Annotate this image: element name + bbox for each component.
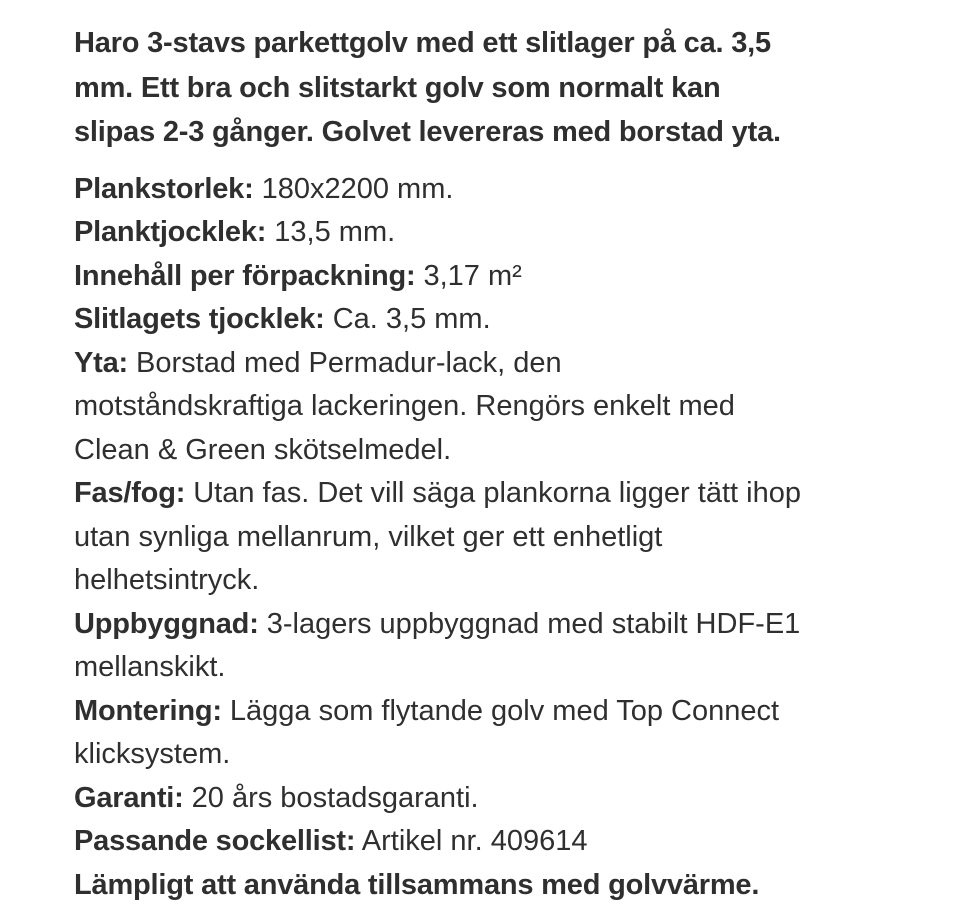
spec-text: klicksystem. xyxy=(74,738,231,770)
spec-label: Innehåll per förpackning: xyxy=(74,259,416,292)
spec-text: 3-lagers uppbyggnad med stabilt HDF-E1 xyxy=(258,607,801,640)
spec-line xyxy=(74,429,920,473)
spec-label: Planktjocklek: xyxy=(74,216,267,248)
spec-text: 20 års bostadsgaranti. xyxy=(183,781,479,814)
product-specs-paragraph xyxy=(74,168,920,908)
intro-line: Haro 3-stavs parkettgolv med ett slitlager på ca. 3,5 xyxy=(74,27,771,59)
spec-line xyxy=(74,603,920,647)
spec-line xyxy=(74,211,920,255)
spec-label: Uppbyggnad: xyxy=(74,607,259,640)
spec-line xyxy=(74,516,920,560)
spec-line xyxy=(74,646,920,690)
intro-line: slipas 2-3 gånger. Golvet levereras med borstad yta. xyxy=(74,116,781,148)
spec-text: mellanskikt. xyxy=(74,651,226,683)
spec-text: 13,5 mm. xyxy=(266,216,396,248)
spec-line xyxy=(74,559,920,603)
spec-text: motståndskraftiga lackeringen. Rengörs enkelt med xyxy=(74,390,735,422)
spec-line xyxy=(74,820,920,864)
spec-line xyxy=(74,255,920,299)
spec-line xyxy=(74,690,920,734)
spec-line xyxy=(74,298,920,342)
spec-label: Lämpligt att använda tillsammans med golvvärme. xyxy=(74,868,760,901)
intro-line: mm. Ett bra och slitstarkt golv som normalt kan xyxy=(74,71,721,104)
spec-text: Ca. 3,5 mm. xyxy=(324,303,491,335)
spec-label: Yta: xyxy=(74,346,128,379)
spec-label: Montering: xyxy=(74,694,222,727)
spec-label: Passande sockellist: xyxy=(74,825,356,857)
spec-text: 180x2200 mm. xyxy=(253,172,454,205)
spec-text: Utan fas. Det vill säga plankorna ligger tätt ihop xyxy=(185,477,801,509)
spec-text: Lägga som flytande golv med Top Connect xyxy=(221,694,780,727)
spec-line xyxy=(74,342,920,386)
spec-line xyxy=(74,385,920,429)
spec-text: Clean & Green skötselmedel. xyxy=(74,433,452,466)
spec-line xyxy=(74,777,920,821)
spec-text: utan synliga mellanrum, vilket ger ett enhetligt xyxy=(74,520,663,553)
product-intro-paragraph xyxy=(74,21,920,155)
spec-text: Artikel nr. 409614 xyxy=(355,825,588,857)
spec-label: Garanti: xyxy=(74,781,184,814)
spec-line xyxy=(74,733,920,777)
spec-line xyxy=(74,472,920,516)
spec-label: Fas/fog: xyxy=(74,477,186,509)
spec-text: 3,17 m² xyxy=(415,259,522,292)
spec-label: Slitlagets tjocklek: xyxy=(74,303,325,335)
spec-label: Plankstorlek: xyxy=(74,172,254,205)
spec-line xyxy=(74,864,920,908)
spec-text: Borstad med Permadur-lack, den xyxy=(128,346,562,379)
spec-text: helhetsintryck. xyxy=(74,564,260,596)
spec-line xyxy=(74,168,920,212)
